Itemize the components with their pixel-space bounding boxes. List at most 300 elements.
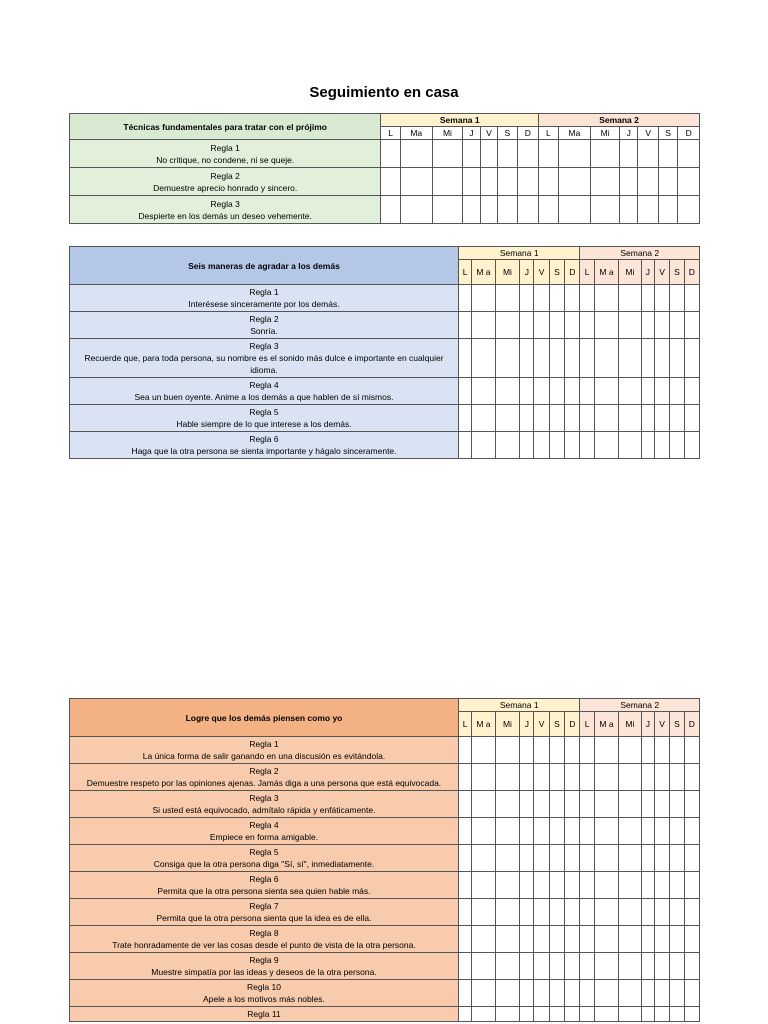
checkbox-cell[interactable] <box>472 339 495 378</box>
checkbox-cell[interactable] <box>580 378 594 405</box>
checkbox-cell[interactable] <box>684 899 699 926</box>
checkbox-cell[interactable] <box>580 926 594 953</box>
checkbox-cell[interactable] <box>520 285 534 312</box>
checkbox-cell[interactable] <box>520 980 534 1007</box>
checkbox-cell[interactable] <box>654 845 669 872</box>
checkbox-cell[interactable] <box>684 872 699 899</box>
checkbox-cell[interactable] <box>641 791 654 818</box>
checkbox-cell[interactable] <box>678 196 700 224</box>
checkbox-cell[interactable] <box>539 196 558 224</box>
checkbox-cell[interactable] <box>565 926 580 953</box>
checkbox-cell[interactable] <box>520 764 534 791</box>
checkbox-cell[interactable] <box>684 405 699 432</box>
checkbox-cell[interactable] <box>641 737 654 764</box>
checkbox-cell[interactable] <box>495 926 520 953</box>
checkbox-cell[interactable] <box>678 168 700 196</box>
checkbox-cell[interactable] <box>534 737 549 764</box>
checkbox-cell[interactable] <box>480 168 497 196</box>
checkbox-cell[interactable] <box>520 791 534 818</box>
checkbox-cell[interactable] <box>520 872 534 899</box>
checkbox-cell[interactable] <box>580 791 594 818</box>
checkbox-cell[interactable] <box>520 339 534 378</box>
checkbox-cell[interactable] <box>670 285 684 312</box>
checkbox-cell[interactable] <box>549 764 564 791</box>
checkbox-cell[interactable] <box>619 899 641 926</box>
checkbox-cell[interactable] <box>670 339 684 378</box>
checkbox-cell[interactable] <box>619 980 641 1007</box>
checkbox-cell[interactable] <box>498 168 517 196</box>
checkbox-cell[interactable] <box>472 312 495 339</box>
checkbox-cell[interactable] <box>619 953 641 980</box>
checkbox-cell[interactable] <box>498 196 517 224</box>
checkbox-cell[interactable] <box>458 285 471 312</box>
checkbox-cell[interactable] <box>641 312 654 339</box>
checkbox-cell[interactable] <box>670 845 684 872</box>
checkbox-cell[interactable] <box>549 1007 564 1022</box>
checkbox-cell[interactable] <box>670 980 684 1007</box>
checkbox-cell[interactable] <box>472 764 495 791</box>
checkbox-cell[interactable] <box>565 378 580 405</box>
checkbox-cell[interactable] <box>654 899 669 926</box>
checkbox-cell[interactable] <box>549 980 564 1007</box>
checkbox-cell[interactable] <box>594 378 619 405</box>
checkbox-cell[interactable] <box>580 953 594 980</box>
checkbox-cell[interactable] <box>619 312 641 339</box>
checkbox-cell[interactable] <box>472 926 495 953</box>
checkbox-cell[interactable] <box>458 1007 471 1022</box>
checkbox-cell[interactable] <box>381 140 400 168</box>
checkbox-cell[interactable] <box>619 285 641 312</box>
checkbox-cell[interactable] <box>684 818 699 845</box>
checkbox-cell[interactable] <box>549 312 564 339</box>
checkbox-cell[interactable] <box>684 980 699 1007</box>
checkbox-cell[interactable] <box>520 899 534 926</box>
checkbox-cell[interactable] <box>670 953 684 980</box>
table-row <box>70 845 700 872</box>
checkbox-cell[interactable] <box>619 845 641 872</box>
checkbox-cell[interactable] <box>520 845 534 872</box>
checkbox-cell[interactable] <box>565 791 580 818</box>
checkbox-cell[interactable] <box>558 168 591 196</box>
checkbox-cell[interactable] <box>594 899 619 926</box>
day-header: S <box>549 260 564 285</box>
checkbox-cell[interactable] <box>684 312 699 339</box>
checkbox-cell[interactable] <box>641 818 654 845</box>
checkbox-cell[interactable] <box>654 312 669 339</box>
checkbox-cell[interactable] <box>580 1007 594 1022</box>
checkbox-cell[interactable] <box>458 872 471 899</box>
checkbox-cell[interactable] <box>565 737 580 764</box>
checkbox-cell[interactable] <box>534 405 549 432</box>
checkbox-cell[interactable] <box>472 405 495 432</box>
checkbox-cell[interactable] <box>641 432 654 459</box>
checkbox-cell[interactable] <box>549 737 564 764</box>
checkbox-cell[interactable] <box>472 285 495 312</box>
checkbox-cell[interactable] <box>534 312 549 339</box>
checkbox-cell[interactable] <box>458 980 471 1007</box>
checkbox-cell[interactable] <box>549 872 564 899</box>
checkbox-cell[interactable] <box>580 737 594 764</box>
checkbox-cell[interactable] <box>619 339 641 378</box>
checkbox-cell[interactable] <box>641 1007 654 1022</box>
checkbox-cell[interactable] <box>534 926 549 953</box>
checkbox-cell[interactable] <box>684 764 699 791</box>
day-header: D <box>565 712 580 737</box>
day-header: L <box>580 260 594 285</box>
checkbox-cell[interactable] <box>654 378 669 405</box>
checkbox-cell[interactable] <box>594 845 619 872</box>
checkbox-cell[interactable] <box>495 285 520 312</box>
checkbox-cell[interactable] <box>495 312 520 339</box>
checkbox-cell[interactable] <box>619 405 641 432</box>
checkbox-cell[interactable] <box>654 980 669 1007</box>
checkbox-cell[interactable] <box>534 1007 549 1022</box>
checkbox-cell[interactable] <box>580 339 594 378</box>
checkbox-cell[interactable] <box>594 791 619 818</box>
checkbox-cell[interactable] <box>594 764 619 791</box>
checkbox-cell[interactable] <box>495 339 520 378</box>
table-title: Seis maneras de agradar a los demás <box>70 247 459 285</box>
checkbox-cell[interactable] <box>480 140 497 168</box>
checkbox-cell[interactable] <box>619 872 641 899</box>
checkbox-cell[interactable] <box>684 432 699 459</box>
checkbox-cell[interactable] <box>534 339 549 378</box>
checkbox-cell[interactable] <box>658 196 677 224</box>
checkbox-cell[interactable] <box>594 312 619 339</box>
checkbox-cell[interactable] <box>458 791 471 818</box>
checkbox-cell[interactable] <box>594 432 619 459</box>
checkbox-cell[interactable] <box>654 764 669 791</box>
checkbox-cell[interactable] <box>558 196 591 224</box>
checkbox-cell[interactable] <box>458 926 471 953</box>
checkbox-cell[interactable] <box>472 1007 495 1022</box>
checkbox-cell[interactable] <box>638 140 658 168</box>
checkbox-cell[interactable] <box>381 196 400 224</box>
checkbox-cell[interactable] <box>534 872 549 899</box>
checkbox-cell[interactable] <box>549 378 564 405</box>
checkbox-cell[interactable] <box>565 953 580 980</box>
checkbox-cell[interactable] <box>458 405 471 432</box>
checkbox-cell[interactable] <box>458 818 471 845</box>
checkbox-cell[interactable] <box>670 312 684 339</box>
checkbox-cell[interactable] <box>565 285 580 312</box>
checkbox-cell[interactable] <box>565 980 580 1007</box>
checkbox-cell[interactable] <box>472 872 495 899</box>
checkbox-cell[interactable] <box>619 926 641 953</box>
checkbox-cell[interactable] <box>432 140 463 168</box>
checkbox-cell[interactable] <box>580 764 594 791</box>
checkbox-cell[interactable] <box>534 899 549 926</box>
checkbox-cell[interactable] <box>580 285 594 312</box>
table-row <box>70 196 700 224</box>
checkbox-cell[interactable] <box>670 818 684 845</box>
checkbox-cell[interactable] <box>594 1007 619 1022</box>
checkbox-cell[interactable] <box>495 899 520 926</box>
day-header: L <box>580 712 594 737</box>
checkbox-cell[interactable] <box>463 168 480 196</box>
checkbox-cell[interactable] <box>670 926 684 953</box>
checkbox-cell[interactable] <box>580 980 594 1007</box>
checkbox-cell[interactable] <box>654 872 669 899</box>
checkbox-cell[interactable] <box>495 737 520 764</box>
checkbox-cell[interactable] <box>517 196 539 224</box>
checkbox-cell[interactable] <box>565 432 580 459</box>
checkbox-cell[interactable] <box>400 168 432 196</box>
checkbox-cell[interactable] <box>594 872 619 899</box>
checkbox-cell[interactable] <box>670 432 684 459</box>
checkbox-cell[interactable] <box>472 791 495 818</box>
checkbox-cell[interactable] <box>520 926 534 953</box>
checkbox-cell[interactable] <box>463 140 480 168</box>
checkbox-cell[interactable] <box>594 405 619 432</box>
checkbox-cell[interactable] <box>654 432 669 459</box>
checkbox-cell[interactable] <box>458 737 471 764</box>
checkbox-cell[interactable] <box>534 285 549 312</box>
checkbox-cell[interactable] <box>641 339 654 378</box>
checkbox-cell[interactable] <box>520 818 534 845</box>
checkbox-cell[interactable] <box>458 899 471 926</box>
checkbox-cell[interactable] <box>654 926 669 953</box>
checkbox-cell[interactable] <box>654 1007 669 1022</box>
checkbox-cell[interactable] <box>684 285 699 312</box>
checkbox-cell[interactable] <box>641 872 654 899</box>
checkbox-cell[interactable] <box>594 980 619 1007</box>
checkbox-cell[interactable] <box>654 953 669 980</box>
checkbox-cell[interactable] <box>641 953 654 980</box>
checkbox-cell[interactable] <box>580 312 594 339</box>
checkbox-cell[interactable] <box>534 953 549 980</box>
table-row <box>70 953 700 980</box>
checkbox-cell[interactable] <box>498 140 517 168</box>
checkbox-cell[interactable] <box>400 196 432 224</box>
checkbox-cell[interactable] <box>472 899 495 926</box>
checkbox-cell[interactable] <box>619 737 641 764</box>
checkbox-cell[interactable] <box>684 1007 699 1022</box>
checkbox-cell[interactable] <box>580 818 594 845</box>
checkbox-cell[interactable] <box>480 196 497 224</box>
checkbox-cell[interactable] <box>594 953 619 980</box>
checkbox-cell[interactable] <box>534 764 549 791</box>
checkbox-cell[interactable] <box>580 899 594 926</box>
checkbox-cell[interactable] <box>591 168 620 196</box>
checkbox-cell[interactable] <box>534 980 549 1007</box>
checkbox-cell[interactable] <box>495 845 520 872</box>
checkbox-cell[interactable] <box>684 339 699 378</box>
checkbox-cell[interactable] <box>654 285 669 312</box>
checkbox-cell[interactable] <box>463 196 480 224</box>
checkbox-cell[interactable] <box>458 339 471 378</box>
checkbox-cell[interactable] <box>458 432 471 459</box>
checkbox-cell[interactable] <box>432 196 463 224</box>
rule-label: Regla 2 <box>249 314 279 324</box>
checkbox-cell[interactable] <box>539 140 558 168</box>
checkbox-cell[interactable] <box>641 899 654 926</box>
checkbox-cell[interactable] <box>684 737 699 764</box>
checkbox-cell[interactable] <box>594 285 619 312</box>
checkbox-cell[interactable] <box>549 953 564 980</box>
checkbox-cell[interactable] <box>654 405 669 432</box>
checkbox-cell[interactable] <box>641 285 654 312</box>
checkbox-cell[interactable] <box>594 737 619 764</box>
checkbox-cell[interactable] <box>472 378 495 405</box>
rule-cell <box>70 1007 459 1022</box>
checkbox-cell[interactable] <box>654 339 669 378</box>
checkbox-cell[interactable] <box>472 737 495 764</box>
checkbox-cell[interactable] <box>458 845 471 872</box>
checkbox-cell[interactable] <box>558 140 591 168</box>
checkbox-cell[interactable] <box>641 764 654 791</box>
checkbox-cell[interactable] <box>517 168 539 196</box>
checkbox-cell[interactable] <box>565 845 580 872</box>
checkbox-cell[interactable] <box>670 405 684 432</box>
checkbox-cell[interactable] <box>539 168 558 196</box>
checkbox-cell[interactable] <box>549 899 564 926</box>
checkbox-cell[interactable] <box>495 764 520 791</box>
rule-label: Regla 4 <box>249 380 279 390</box>
checkbox-cell[interactable] <box>684 791 699 818</box>
checkbox-cell[interactable] <box>658 168 677 196</box>
checkbox-cell[interactable] <box>549 791 564 818</box>
table-row <box>70 818 700 845</box>
checkbox-cell[interactable] <box>641 405 654 432</box>
checkbox-cell[interactable] <box>641 980 654 1007</box>
checkbox-cell[interactable] <box>641 926 654 953</box>
checkbox-cell[interactable] <box>472 818 495 845</box>
checkbox-cell[interactable] <box>619 818 641 845</box>
checkbox-cell[interactable] <box>565 1007 580 1022</box>
checkbox-cell[interactable] <box>619 168 637 196</box>
checkbox-cell[interactable] <box>638 196 658 224</box>
checkbox-cell[interactable] <box>495 432 520 459</box>
checkbox-cell[interactable] <box>534 818 549 845</box>
checkbox-cell[interactable] <box>684 378 699 405</box>
checkbox-cell[interactable] <box>619 791 641 818</box>
checkbox-cell[interactable] <box>670 737 684 764</box>
checkbox-cell[interactable] <box>495 1007 520 1022</box>
day-header: J <box>641 260 654 285</box>
checkbox-cell[interactable] <box>549 432 564 459</box>
checkbox-cell[interactable] <box>520 378 534 405</box>
checkbox-cell[interactable] <box>670 872 684 899</box>
checkbox-cell[interactable] <box>580 845 594 872</box>
checkbox-cell[interactable] <box>432 168 463 196</box>
checkbox-cell[interactable] <box>495 872 520 899</box>
checkbox-cell[interactable] <box>654 818 669 845</box>
checkbox-cell[interactable] <box>549 339 564 378</box>
checkbox-cell[interactable] <box>619 1007 641 1022</box>
checkbox-cell[interactable] <box>565 899 580 926</box>
checkbox-cell[interactable] <box>565 405 580 432</box>
week2-header: Semana 2 <box>580 699 700 712</box>
checkbox-cell[interactable] <box>495 980 520 1007</box>
checkbox-cell[interactable] <box>580 432 594 459</box>
checkbox-cell[interactable] <box>565 312 580 339</box>
day-header: Mi <box>495 712 520 737</box>
checkbox-cell[interactable] <box>381 168 400 196</box>
checkbox-cell[interactable] <box>684 926 699 953</box>
checkbox-cell[interactable] <box>619 140 637 168</box>
checkbox-cell[interactable] <box>472 432 495 459</box>
checkbox-cell[interactable] <box>619 196 637 224</box>
checkbox-cell[interactable] <box>565 764 580 791</box>
day-header: Mi <box>432 127 463 140</box>
checkbox-cell[interactable] <box>619 432 641 459</box>
checkbox-cell[interactable] <box>670 1007 684 1022</box>
checkbox-cell[interactable] <box>670 764 684 791</box>
checkbox-cell[interactable] <box>520 737 534 764</box>
checkbox-cell[interactable] <box>565 339 580 378</box>
checkbox-cell[interactable] <box>495 953 520 980</box>
checkbox-cell[interactable] <box>534 432 549 459</box>
checkbox-cell[interactable] <box>658 140 677 168</box>
checkbox-cell[interactable] <box>458 312 471 339</box>
checkbox-cell[interactable] <box>580 405 594 432</box>
checkbox-cell[interactable] <box>654 737 669 764</box>
checkbox-cell[interactable] <box>670 378 684 405</box>
checkbox-cell[interactable] <box>495 791 520 818</box>
checkbox-cell[interactable] <box>678 140 700 168</box>
checkbox-cell[interactable] <box>619 378 641 405</box>
checkbox-cell[interactable] <box>549 405 564 432</box>
checkbox-cell[interactable] <box>495 405 520 432</box>
checkbox-cell[interactable] <box>641 845 654 872</box>
rule-text: Hable siempre de lo que interese a los demás. <box>176 419 352 429</box>
checkbox-cell[interactable] <box>472 845 495 872</box>
checkbox-cell[interactable] <box>520 405 534 432</box>
checkbox-cell[interactable] <box>565 872 580 899</box>
checkbox-cell[interactable] <box>472 980 495 1007</box>
checkbox-cell[interactable] <box>520 953 534 980</box>
checkbox-cell[interactable] <box>495 378 520 405</box>
checkbox-cell[interactable] <box>654 791 669 818</box>
checkbox-cell[interactable] <box>619 764 641 791</box>
checkbox-cell[interactable] <box>534 845 549 872</box>
checkbox-cell[interactable] <box>472 953 495 980</box>
checkbox-cell[interactable] <box>458 764 471 791</box>
checkbox-cell[interactable] <box>594 818 619 845</box>
checkbox-cell[interactable] <box>591 140 620 168</box>
checkbox-cell[interactable] <box>400 140 432 168</box>
checkbox-cell[interactable] <box>520 432 534 459</box>
checkbox-cell[interactable] <box>594 339 619 378</box>
checkbox-cell[interactable] <box>670 791 684 818</box>
checkbox-cell[interactable] <box>495 818 520 845</box>
checkbox-cell[interactable] <box>549 285 564 312</box>
checkbox-cell[interactable] <box>670 899 684 926</box>
checkbox-cell[interactable] <box>549 845 564 872</box>
checkbox-cell[interactable] <box>591 196 620 224</box>
checkbox-cell[interactable] <box>638 168 658 196</box>
checkbox-cell[interactable] <box>520 312 534 339</box>
checkbox-cell[interactable] <box>684 953 699 980</box>
checkbox-cell[interactable] <box>534 791 549 818</box>
checkbox-cell[interactable] <box>549 926 564 953</box>
checkbox-cell[interactable] <box>580 872 594 899</box>
rule-label: Regla 3 <box>249 793 279 803</box>
checkbox-cell[interactable] <box>458 953 471 980</box>
checkbox-cell[interactable] <box>517 140 539 168</box>
checkbox-cell[interactable] <box>641 378 654 405</box>
checkbox-cell[interactable] <box>594 926 619 953</box>
checkbox-cell[interactable] <box>684 845 699 872</box>
checkbox-cell[interactable] <box>458 378 471 405</box>
checkbox-cell[interactable] <box>549 818 564 845</box>
rule-text: Demuestre respeto por las opiniones ajenas. Jamás diga a una persona que está equivocada. <box>86 778 442 788</box>
checkbox-cell[interactable] <box>565 818 580 845</box>
checkbox-cell[interactable] <box>520 1007 534 1022</box>
checkbox-cell[interactable] <box>534 378 549 405</box>
day-header: Mi <box>495 260 520 285</box>
